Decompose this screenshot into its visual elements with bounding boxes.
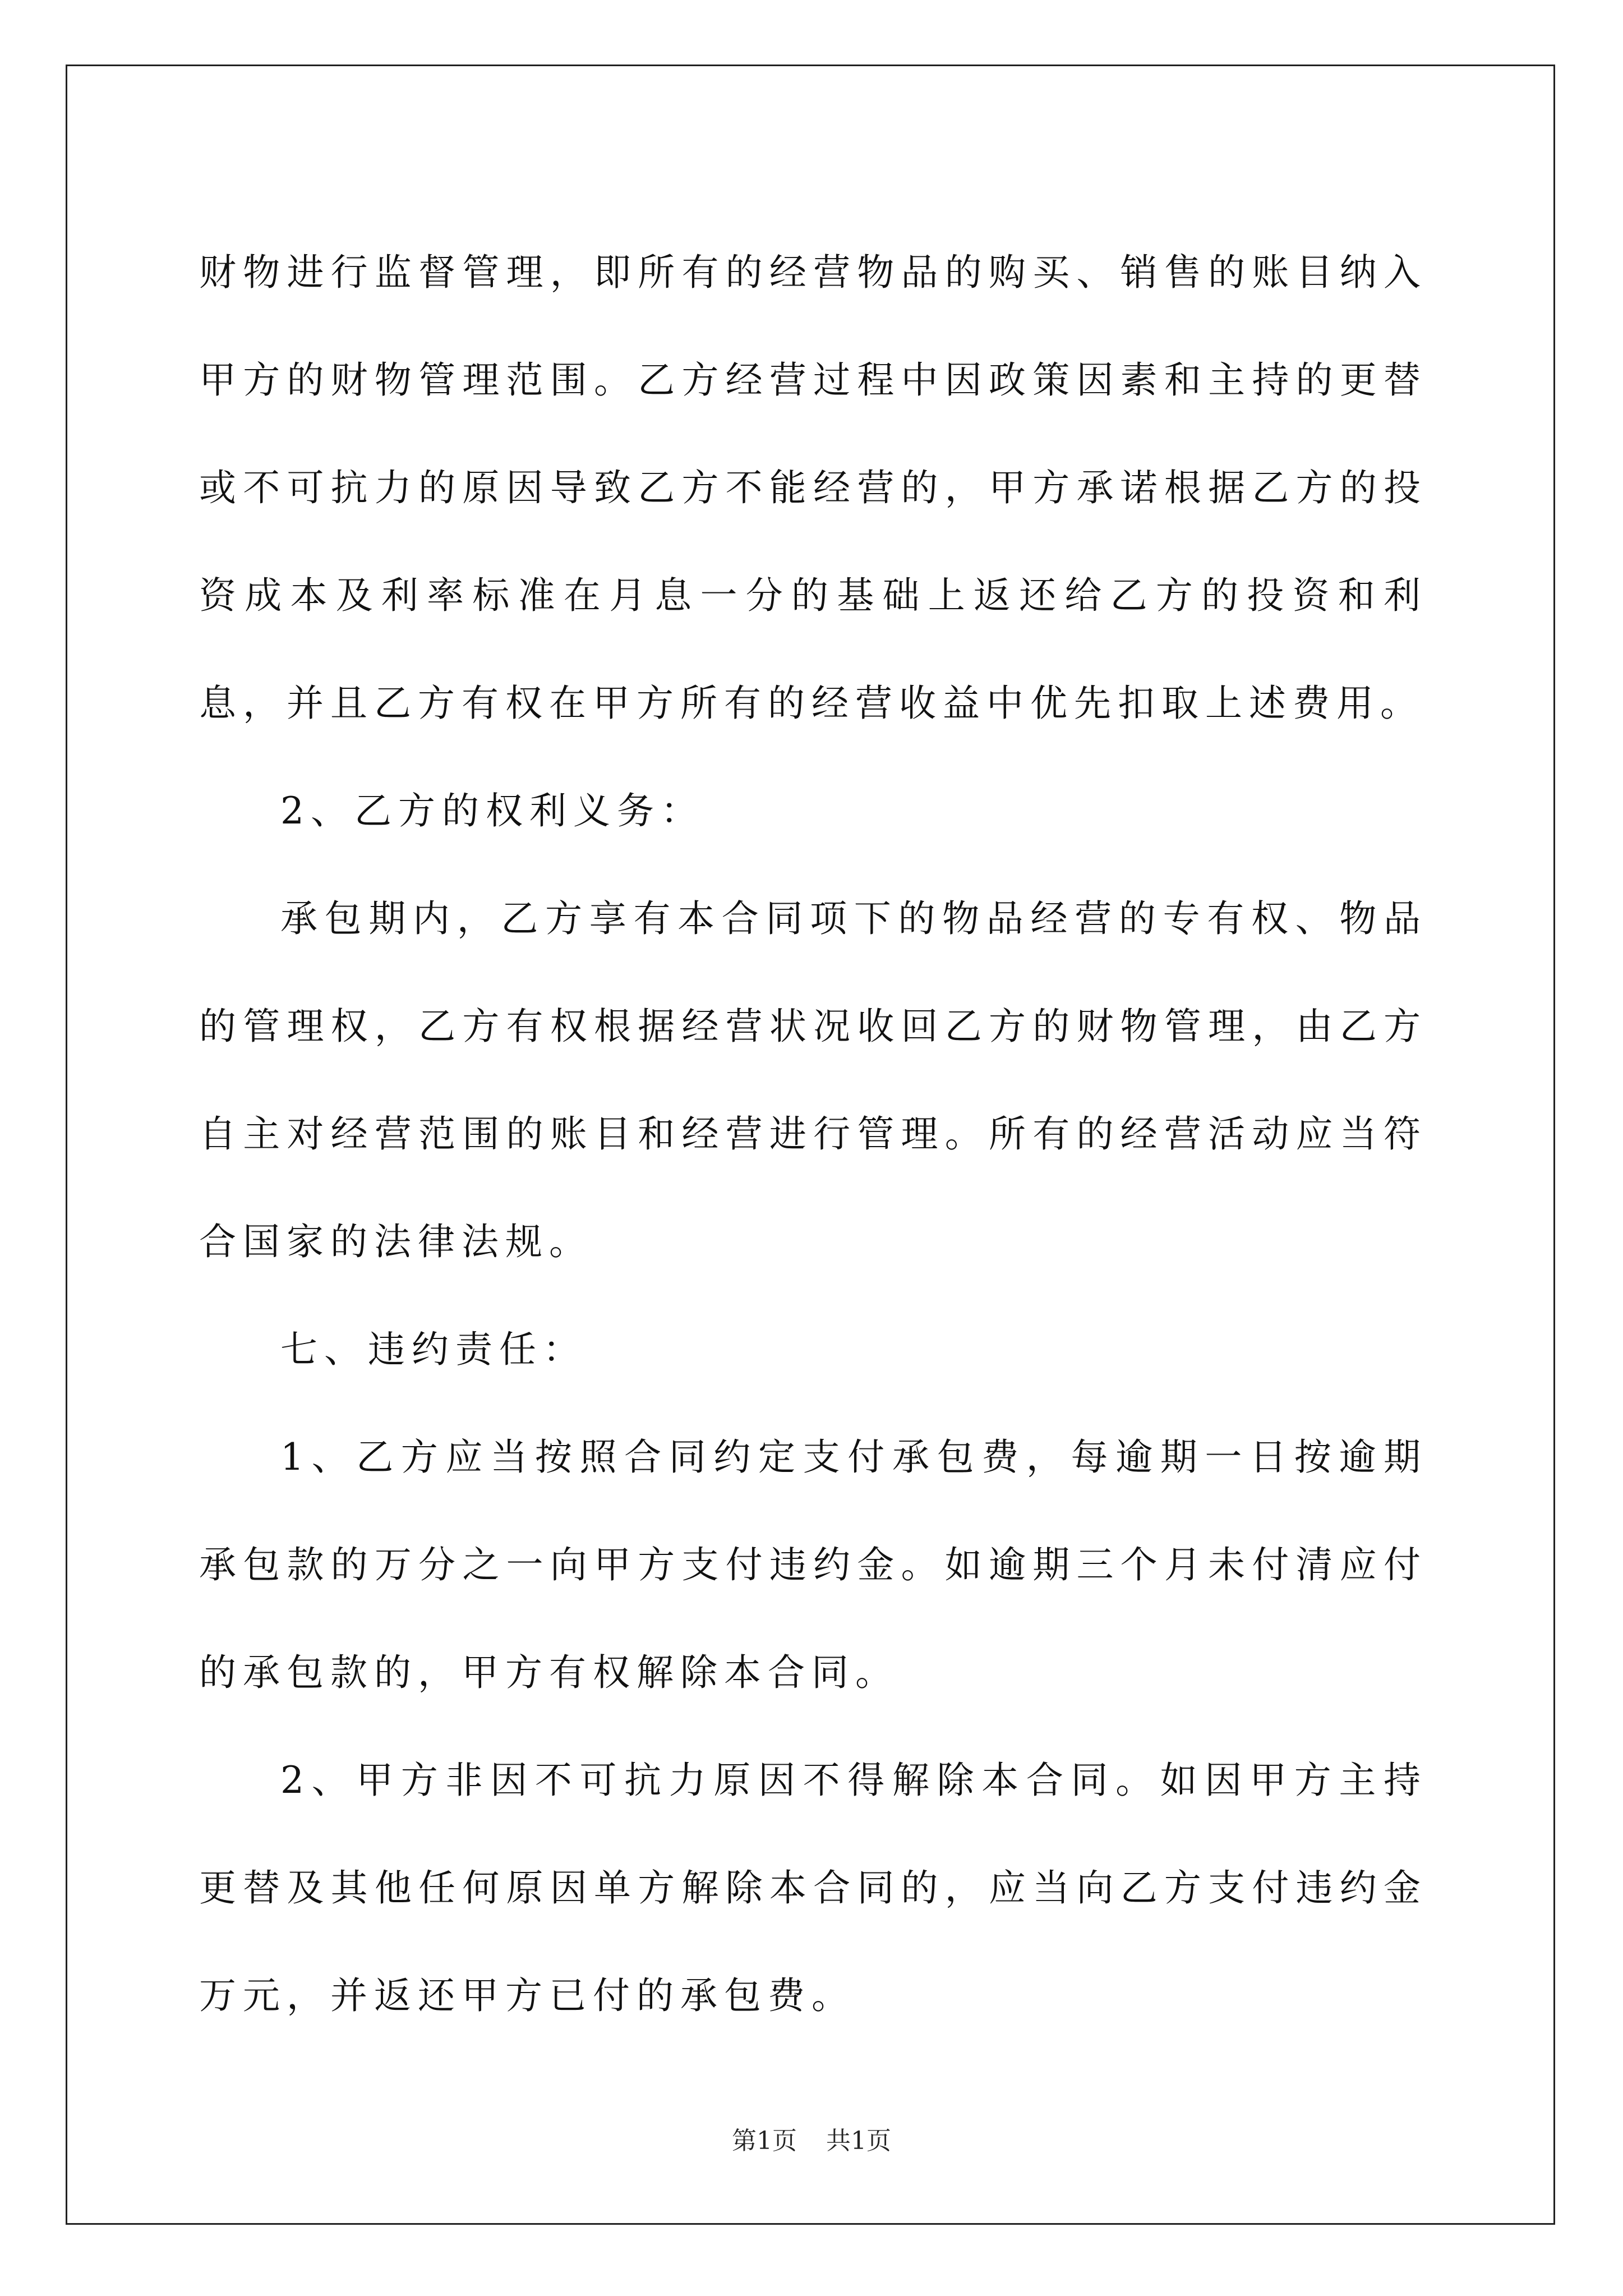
- paragraph-breach-clause-2: 2、甲方非因不可抗力原因不得解除本合同。如因甲方主持更替及其他任何原因单方解除本合同的，应当向乙方支付违约金万元，并返还甲方已付的承包费。: [199, 1759, 1427, 2017]
- document-body: [199, 219, 1427, 2050]
- paragraph-breach-clause-1: 1、乙方应当按照合同约定支付承包费，每逾期一日按逾期承包款的万分之一向甲方支付违约金。如逾期三个月未付清应付的承包款的，甲方有权解除本合同。: [199, 1435, 1427, 1694]
- paragraph-heading-breach-liability: 七、违约责任：: [280, 1328, 587, 1371]
- paragraph-heading-party-b-rights: 2、乙方的权利义务：: [280, 789, 704, 832]
- paragraph-party-b-rights: 承包期内，乙方享有本合同项下的物品经营的专有权、物品的管理权，乙方有权根据经营状况收回乙方的财物管理，由乙方自主对经营范围的账目和经营进行管理。所有的经营活动应当符合国家的法律法规。: [199, 897, 1427, 1263]
- page-total-label: 共1页: [826, 2127, 891, 2155]
- page-current-label: 第1页: [732, 2127, 797, 2155]
- page-footer: [0, 2120, 1623, 2156]
- paragraph-continuation: 财物进行监督管理，即所有的经营物品的购买、销售的账目纳入甲方的财物管理范围。乙方经营过程中因政策因素和主持的更替或不可抗力的原因导致乙方不能经营的，甲方承诺根据乙方的投资成本及利率标准在月息一分的基础上返还给乙方的投资和利息，并且乙方有权在甲方所有的经营收益中优先扣取上述费用。: [199, 251, 1427, 725]
